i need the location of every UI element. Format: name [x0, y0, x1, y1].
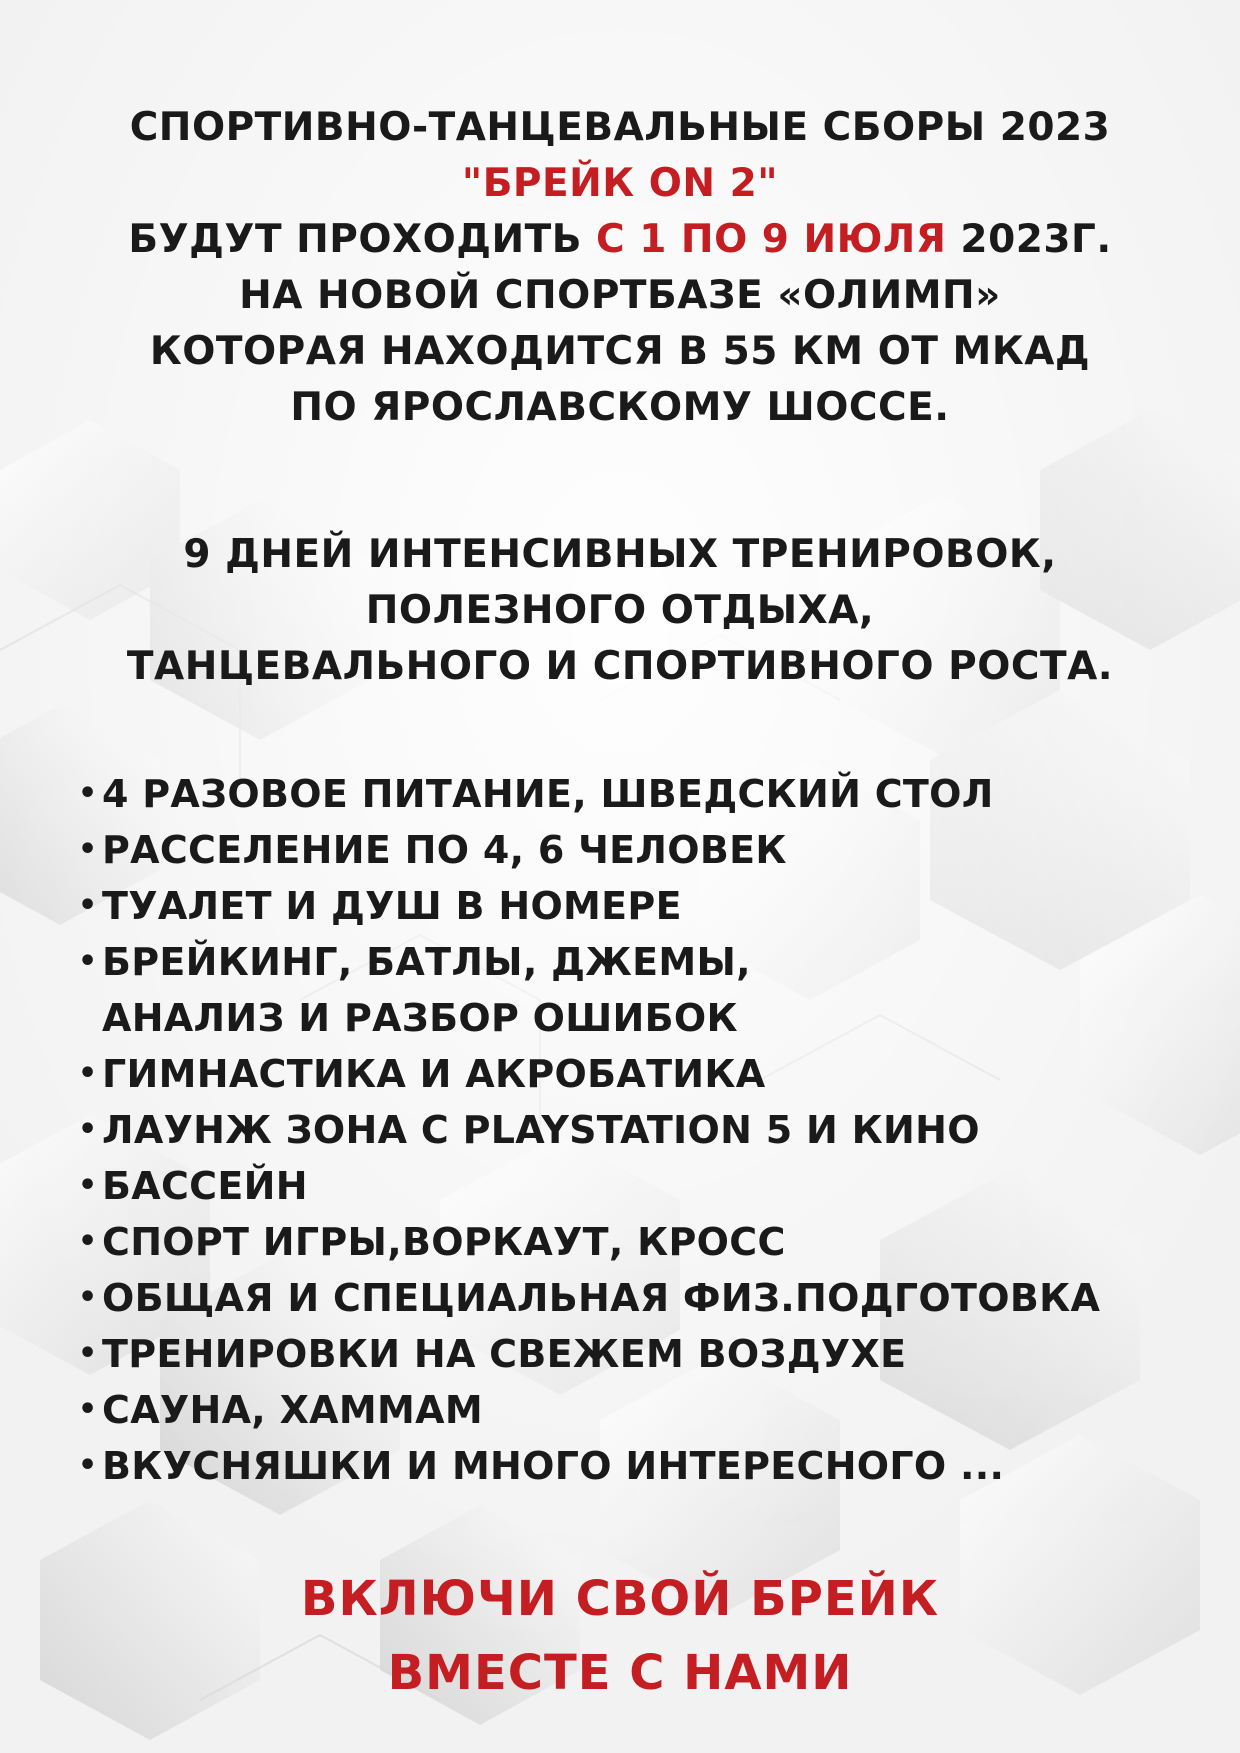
bullet-icon: • — [78, 832, 98, 867]
feature-text: ВКУСНЯШКИ И МНОГО ИНТЕРЕСНОГО ... — [102, 1444, 1005, 1488]
bullet-icon: • — [78, 1336, 98, 1371]
bullet-icon: • — [78, 1448, 98, 1483]
feature-item — [78, 1438, 1198, 1494]
features-list — [78, 766, 1198, 1494]
bullet-icon: • — [78, 944, 98, 979]
feature-text: СПОРТ ИГРЫ,ВОРКАУТ, КРОСС — [102, 1220, 786, 1264]
feature-text: ОБЩАЯ И СПЕЦИАЛЬНАЯ ФИЗ.ПОДГОТОВКА — [102, 1276, 1101, 1320]
bullet-icon: • — [78, 888, 98, 923]
bullet-icon: • — [78, 1224, 98, 1259]
highway-line: ПО ЯРОСЛАВСКОМУ ШОССЕ. — [290, 385, 950, 430]
summary-line-1: 9 ДНЕЙ ИНТЕНСИВНЫХ ТРЕНИРОВОК, — [183, 532, 1057, 577]
summary-block — [0, 527, 1240, 695]
location-line: КОТОРАЯ НАХОДИТСЯ В 55 КМ ОТ МКАД — [149, 329, 1091, 374]
summary-line-3: ТАНЦЕВАЛЬНОГО И СПОРТИВНОГО РОСТА. — [126, 644, 1114, 689]
event-name: "БРЕЙК ON 2" — [461, 161, 779, 206]
cta-line-1: ВКЛЮЧИ СВОЙ БРЕЙК — [300, 1571, 940, 1627]
venue-line: НА НОВОЙ СПОРТБАЗЕ «ОЛИМП» — [239, 273, 1001, 318]
feature-text: БАССЕЙН — [102, 1164, 308, 1208]
bullet-icon: • — [78, 1112, 98, 1147]
event-dates: С 1 ПО 9 ИЮЛЯ — [596, 217, 947, 262]
dates-suffix: 2023Г. — [946, 217, 1112, 262]
feature-text: 4 РАЗОВОЕ ПИТАНИЕ, ШВЕДСКИЙ СТОЛ — [102, 772, 994, 816]
feature-item — [78, 822, 1198, 878]
feature-item — [78, 1046, 1198, 1102]
event-heading: СПОРТИВНО-ТАНЦЕВАЛЬНЫЕ СБОРЫ 2023 — [129, 105, 1111, 150]
feature-text: БРЕЙКИНГ, БАТЛЫ, ДЖЕМЫ, — [102, 940, 751, 984]
bullet-icon: • — [78, 1392, 98, 1427]
feature-text: ЛАУНЖ ЗОНА С PLAYSTATION 5 И КИНО — [102, 1108, 980, 1152]
feature-text: ГИМНАСТИКА И АКРОБАТИКА — [102, 1052, 766, 1096]
event-dates-line — [0, 212, 1240, 268]
feature-item — [78, 1382, 1198, 1438]
feature-text: РАССЕЛЕНИЕ ПО 4, 6 ЧЕЛОВЕК — [102, 828, 787, 872]
dates-prefix: БУДУТ ПРОХОДИТЬ — [128, 217, 597, 262]
feature-item — [78, 1270, 1198, 1326]
bullet-icon: • — [78, 1280, 98, 1315]
feature-text: ТУАЛЕТ И ДУШ В НОМЕРЕ — [102, 884, 682, 928]
summary-line-2: ПОЛЕЗНОГО ОТДЫХА, — [365, 588, 875, 633]
feature-item — [78, 878, 1198, 934]
feature-item — [78, 1326, 1198, 1382]
cta-line-2: ВМЕСТЕ С НАМИ — [387, 1645, 853, 1701]
call-to-action — [0, 1562, 1240, 1710]
feature-item — [78, 1102, 1198, 1158]
bullet-icon: • — [78, 776, 98, 811]
feature-item — [78, 766, 1198, 822]
feature-text: ТРЕНИРОВКИ НА СВЕЖЕМ ВОЗДУХЕ — [102, 1332, 907, 1376]
feature-text-continued: АНАЛИЗ И РАЗБОР ОШИБОК — [102, 996, 738, 1040]
feature-item — [78, 1214, 1198, 1270]
feature-item — [78, 1158, 1198, 1214]
feature-text: САУНА, ХАММАМ — [102, 1388, 483, 1432]
bullet-icon: • — [78, 1168, 98, 1203]
feature-item — [78, 934, 1198, 1046]
bullet-icon: • — [78, 1056, 98, 1091]
intro-block — [0, 100, 1240, 436]
